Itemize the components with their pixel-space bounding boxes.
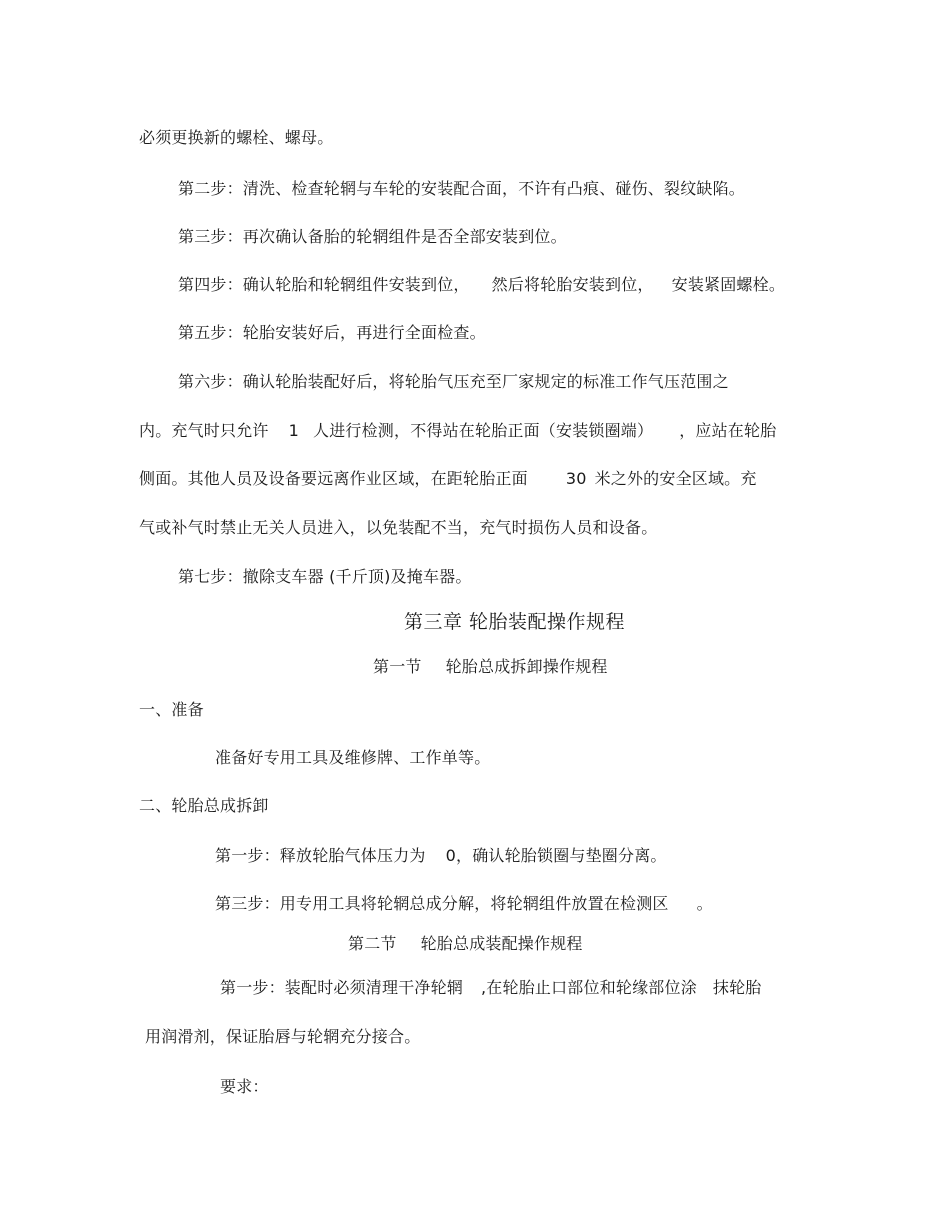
step-6-continuation-1 <box>139 420 776 442</box>
chapter-title: 第三章 轮胎装配操作规程 <box>404 611 626 633</box>
step-4-line <box>178 274 785 296</box>
step-4-part-c: 安装紧固螺栓。 <box>671 275 786 294</box>
section-2-title <box>348 933 583 955</box>
section-1-title <box>373 656 608 678</box>
step-3-line: 第三步：再次确认备胎的轮辋组件是否全部安装到位。 <box>178 227 567 246</box>
section-1-number: 第一节 <box>373 657 422 676</box>
step-7-line: 第七步：撤除支车器 (千斤顶)及掩车器。 <box>178 567 472 586</box>
step-6-cont-b: 1 <box>288 421 299 440</box>
disassembly-step-1-a: 第一步：释放轮胎气体压力为 <box>215 846 426 865</box>
assembly-step-1-continuation: 用润滑剂，保证胎唇与轮辋充分接合。 <box>145 1027 421 1046</box>
step-6-cont2-c: 米之外的安全区域。充 <box>594 469 757 488</box>
step-6-cont2-a: 侧面。其他人员及设备要远离作业区域，在距轮胎正面 <box>139 469 528 488</box>
step-5-line: 第五步：轮胎安装好后，再进行全面检查。 <box>178 323 486 342</box>
step-6-continuation-3: 气或补气时禁止无关人员进入，以免装配不当，充气时损伤人员和设备。 <box>139 518 658 537</box>
heading-preparation: 一、准备 <box>139 700 204 719</box>
assembly-step-1 <box>220 977 762 999</box>
step-6-cont-c: 人进行检测，不得站在轮胎正面（安装锁圈端） <box>313 421 654 440</box>
section-2-name: 轮胎总成装配操作规程 <box>420 934 583 953</box>
requirement-label: 要求： <box>220 1077 269 1096</box>
step-4-part-a: 第四步：确认轮胎和轮辋组件安装到位， <box>178 275 470 294</box>
preparation-text: 准备好专用工具及维修牌、工作单等。 <box>215 748 491 767</box>
disassembly-step-3-a: 第三步：用专用工具将轮辋总成分解，将轮辋组件放置在检测区 <box>215 894 669 913</box>
section-2-number: 第二节 <box>348 934 397 953</box>
section-1-name: 轮胎总成拆卸操作规程 <box>445 657 608 676</box>
step-6-line: 第六步：确认轮胎装配好后，将轮胎气压充至厂家规定的标准工作气压范围之 <box>178 372 729 391</box>
step-6-cont-a: 内。充气时只允许 <box>139 421 269 440</box>
step-6-cont-d: ，应站在轮胎 <box>679 421 777 440</box>
disassembly-step-3-b: 。 <box>696 894 713 913</box>
step-4-part-b: 然后将轮胎安装到位， <box>491 275 654 294</box>
disassembly-step-1-b: 0，确认轮胎锁圈与垫圈分离。 <box>445 846 667 865</box>
disassembly-step-3 <box>215 893 713 915</box>
assembly-step-1-c: 抹轮胎 <box>712 978 762 997</box>
paragraph-line: 必须更换新的螺栓、螺母。 <box>139 128 334 147</box>
step-6-cont2-b: 30 <box>565 469 587 488</box>
assembly-step-1-a: 第一步：装配时必须清理干净轮辋 <box>220 978 464 997</box>
step-6-continuation-2 <box>139 468 757 490</box>
assembly-step-1-b: ,在轮胎止口部位和轮缘部位涂 <box>481 978 697 997</box>
disassembly-step-1 <box>215 845 667 867</box>
heading-disassembly: 二、轮胎总成拆卸 <box>139 796 269 815</box>
step-2-line: 第二步：清洗、检查轮辋与车轮的安装配合面，不许有凸痕、碰伤、裂纹缺陷。 <box>178 179 746 198</box>
